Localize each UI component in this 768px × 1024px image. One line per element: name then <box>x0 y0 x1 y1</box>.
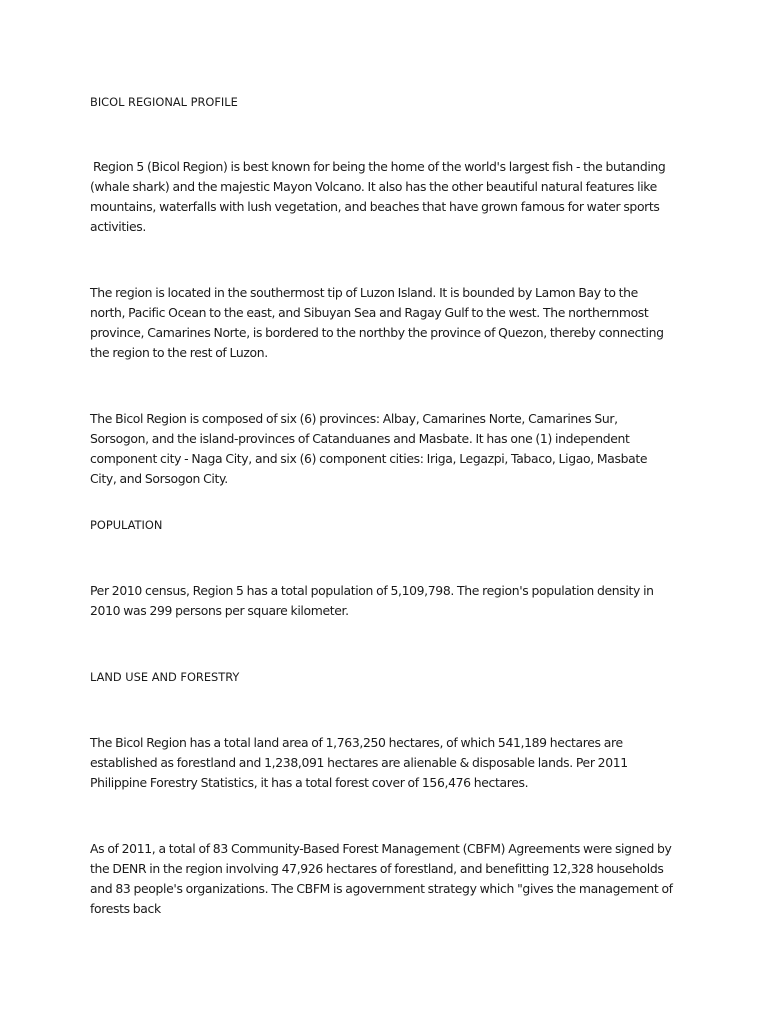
paragraph-provinces: The Bicol Region is composed of six (6) provinces: Albay, Camarines Norte, Camarines Sur, Sorsogon, and the island-provinces of Catanduanes and Masbate. It has one (1) independent component city - Naga City, and six (6) component cities: Iriga, Legazpi, Tabaco, Ligao, Masbate City, and Sorsogon City. <box>90 411 648 486</box>
paragraph-population: Per 2010 census, Region 5 has a total population of 5,109,798. The region's population density in 2010 was 299 persons per square kilometer. <box>90 583 654 618</box>
paragraph-land-use: The Bicol Region has a total land area of 1,763,250 hectares, of which 541,189 hectares are established as forestland and 1,238,091 hectares are alienable & disposable lands. Per 2011 Philippine Forestry Statistics, it has a total forest cover of 156,476 hectares. <box>90 735 628 790</box>
paragraph-location: The region is located in the southermost tip of Luzon Island. It is bounded by Lamon Bay to the north, Pacific Ocean to the east, and Sibuyan Sea and Ragay Gulf to the west. The northernmost province, Camarines Norte, is bordered to the northby the province of Quezon, thereby connecting the region to the rest of Luzon. <box>90 285 664 360</box>
section-heading-bicol-regional-profile: BICOL REGIONAL PROFILE <box>90 95 238 109</box>
section-heading-population: POPULATION <box>90 518 163 532</box>
paragraph-intro: Region 5 (Bicol Region) is best known for being the home of the world's largest fish - the butanding (whale shark) and the majestic Mayon Volcano. It also has the other beautiful natural features like mountains, waterfalls with lush vegetation, and beaches that have grown famous for water sports activities. <box>90 159 666 234</box>
section-heading-land-use-and-forestry: LAND USE AND FORESTRY <box>90 670 240 684</box>
paragraph-cbfm: As of 2011, a total of 83 Community-Based Forest Management (CBFM) Agreements were signed by the DENR in the region involving 47,926 hectares of forestland, and benefitting 12,328 households and 83 people's organizations. The CBFM is agovernment strategy which "gives the management of forests back <box>90 841 673 916</box>
